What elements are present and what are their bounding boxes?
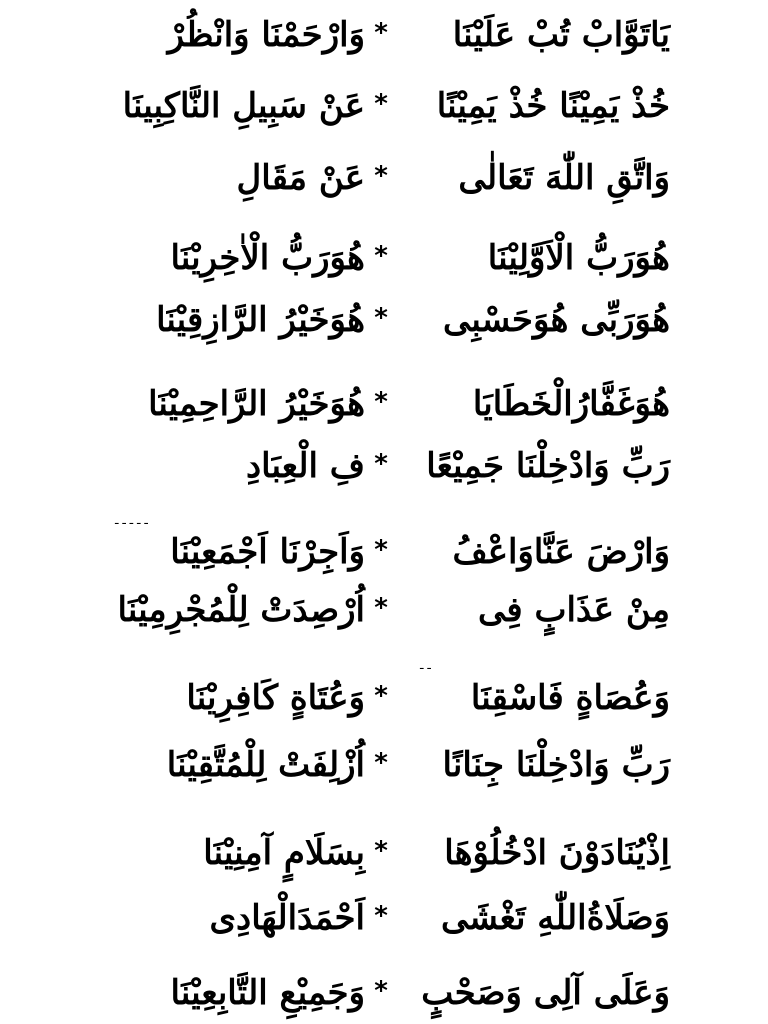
verse-13-separator: *	[374, 901, 388, 931]
verse-2-separator: *	[374, 89, 388, 119]
verse-6-separator: *	[374, 387, 388, 417]
verse-5-second-hemistich: هُوَخَيْرُ الرَّازِقِيْنَا	[156, 300, 365, 340]
verse-6-first-hemistich: هُوَغَفَّارُالْخَطَايَا	[472, 384, 670, 424]
scan-artifact: ـ ـ	[420, 658, 431, 672]
verse-4-first-hemistich: هُوَرَبُّ الْاَوَّلِيْنَا	[487, 238, 670, 278]
verse-11-separator: *	[374, 748, 388, 778]
verse-1	[0, 5, 768, 65]
verse-12-first-hemistich: اِذْيُنَادَوْنَ ادْخُلُوْهَا	[444, 833, 670, 873]
verse-14	[0, 963, 768, 1023]
verse-10-second-hemistich: وَعُتَاةٍ كَافِرِيْنَا	[186, 678, 365, 718]
verse-8-separator: *	[374, 535, 388, 565]
verse-7-second-hemistich: فِ الْعِبَادِ	[245, 446, 365, 486]
verse-13-first-hemistich: وَصَلَاةُاللّٰهِ تَغْشَى	[440, 898, 670, 938]
verse-10-separator: *	[374, 681, 388, 711]
verse-1-separator: *	[374, 18, 388, 48]
verse-10-first-hemistich: وَعُصَاةٍ فَاسْقِنَا	[470, 678, 670, 718]
verse-7-first-hemistich: رَبِّ وَادْخِلْنَا جَمِيْعًا	[426, 446, 670, 486]
verse-3	[0, 148, 768, 208]
verse-12-second-hemistich: بِسَلَامٍ آمِنِيْنَا	[203, 833, 365, 873]
verse-3-separator: *	[374, 161, 388, 191]
verse-9-first-hemistich: مِنْ عَذَابٍ فِى	[478, 590, 670, 630]
verse-14-first-hemistich: وَعَلَى آلِى وَصَحْبٍ	[421, 973, 670, 1013]
verse-11-second-hemistich: اُزْلِفَتْ لِلْمُتَّقِيْنَا	[166, 745, 365, 785]
verse-5	[0, 290, 768, 350]
verse-7	[0, 436, 768, 496]
verse-3-first-hemistich: وَاتَّقِ اللّٰهَ تَعَالٰى	[458, 158, 670, 198]
verse-9-second-hemistich: اُرْصِدَتْ لِلْمُجْرِمِيْنَا	[117, 590, 365, 630]
verse-13-second-hemistich: اَحْمَدَالْهَادِى	[209, 898, 365, 938]
scan-artifact: ـ ـ ـ ـ ـ	[115, 513, 148, 527]
verse-2-second-hemistich: عَنْ سَبِيلِ النَّاكِبِينَا	[122, 86, 365, 126]
verse-4-separator: *	[374, 241, 388, 271]
verse-12	[0, 823, 768, 883]
verse-2	[0, 76, 768, 136]
verse-7-separator: *	[374, 449, 388, 479]
verse-4-second-hemistich: هُوَرَبُّ الْاٰخِرِيْنَا	[170, 238, 365, 278]
verse-8	[0, 522, 768, 582]
verse-3-second-hemistich: عَنْ مَقَالِ	[236, 158, 365, 198]
verse-5-separator: *	[374, 303, 388, 333]
verse-8-first-hemistich: وَارْضَ عَنَّاوَاعْفُ	[452, 532, 670, 572]
verse-11	[0, 735, 768, 795]
verse-5-first-hemistich: هُوَرَبِّى هُوَحَسْبِى	[443, 300, 670, 340]
verse-6	[0, 374, 768, 434]
verse-4	[0, 228, 768, 288]
verse-9	[0, 580, 768, 640]
verse-1-second-hemistich: وَارْحَمْنَا وَانْظُرْ	[167, 15, 365, 55]
verse-14-second-hemistich: وَجَمِيْعِ التَّابِعِيْنَا	[170, 973, 365, 1013]
verse-11-first-hemistich: رَبِّ وَادْخِلْنَا جِنَانًا	[442, 745, 670, 785]
verse-6-second-hemistich: هُوَخَيْرُ الرَّاحِمِيْنَا	[148, 384, 365, 424]
verse-8-second-hemistich: وَاَجِرْنَا اَجْمَعِيْنَا	[170, 532, 365, 572]
verse-12-separator: *	[374, 836, 388, 866]
verse-10	[0, 668, 768, 728]
verse-9-separator: *	[374, 593, 388, 623]
verse-13	[0, 888, 768, 948]
verse-2-first-hemistich: خُذْ يَمِيْنًا خُذْ يَمِيْنًا	[436, 86, 670, 126]
verse-1-first-hemistich: يَاتَوَّابْ تُبْ عَلَيْنَا	[452, 15, 670, 55]
verse-14-separator: *	[374, 976, 388, 1006]
